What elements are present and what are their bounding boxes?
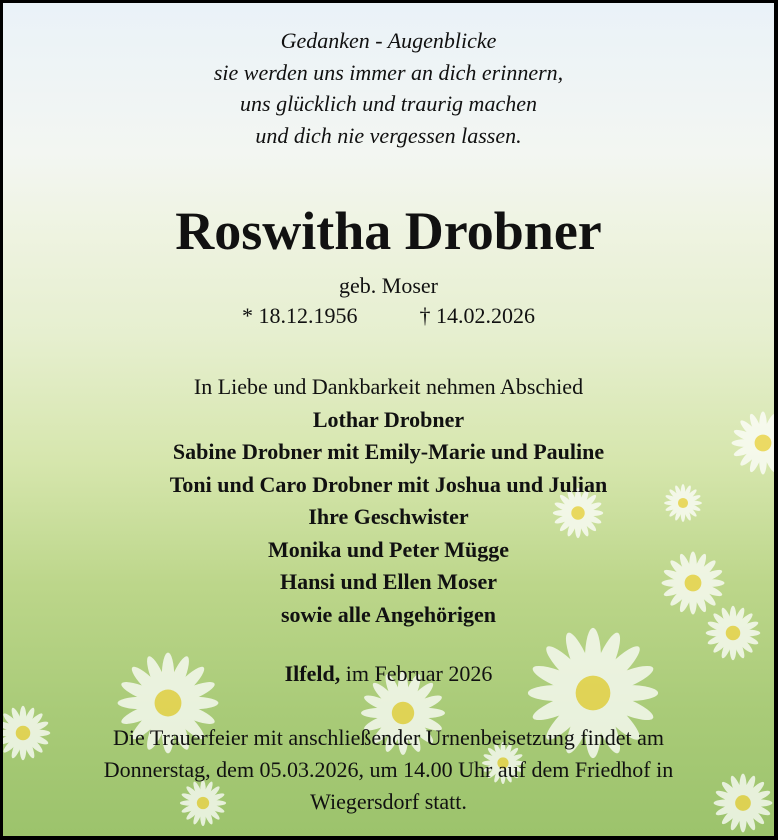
mourner: sowie alle Angehörigen bbox=[280, 601, 497, 627]
ceremony-line: Wiegersdorf statt. bbox=[310, 789, 467, 814]
obituary-card bbox=[3, 3, 774, 836]
ceremony-line: Donnerstag, dem 05.03.2026, um 14.00 Uhr auf dem Friedhof in bbox=[103, 757, 674, 782]
farewell-intro: In Liebe und Dankbarkeit nehmen Abschied bbox=[193, 374, 584, 399]
mourner: Monika und Peter Mügge bbox=[268, 536, 509, 562]
poem-line: Gedanken - Augenblicke bbox=[280, 28, 497, 53]
death-date: † 14.02.2026 bbox=[419, 303, 535, 328]
mourner: Ihre Geschwister bbox=[308, 504, 469, 529]
mourners-block bbox=[3, 371, 774, 631]
poem bbox=[3, 25, 774, 152]
birth-date: * 18.12.1956 bbox=[242, 303, 358, 328]
poem-line: sie werden uns immer an dich erinnern, bbox=[213, 59, 564, 85]
ceremony-info bbox=[3, 722, 774, 818]
maiden-name: geb. Moser bbox=[339, 273, 438, 298]
date-line: im Februar 2026 bbox=[340, 661, 493, 686]
place: Ilfeld, bbox=[284, 661, 341, 686]
life-info bbox=[3, 271, 774, 331]
mourner: Sabine Drobner mit Emily-Marie und Pauline bbox=[172, 439, 605, 464]
mourner: Lothar Drobner bbox=[312, 406, 465, 432]
deceased-name: Roswitha Drobner bbox=[175, 201, 602, 261]
place-date bbox=[3, 659, 774, 689]
poem-line: uns glücklich und traurig machen bbox=[240, 91, 537, 117]
dates bbox=[3, 301, 774, 331]
mourner: Hansi und Ellen Moser bbox=[280, 569, 497, 594]
ceremony-line: Die Trauerfeier mit anschließender Urnenbeisetzung findet am bbox=[112, 725, 665, 750]
mourner: Toni und Caro Drobner mit Joshua und Julian bbox=[169, 471, 608, 497]
poem-line: und dich nie vergessen lassen. bbox=[255, 123, 522, 149]
